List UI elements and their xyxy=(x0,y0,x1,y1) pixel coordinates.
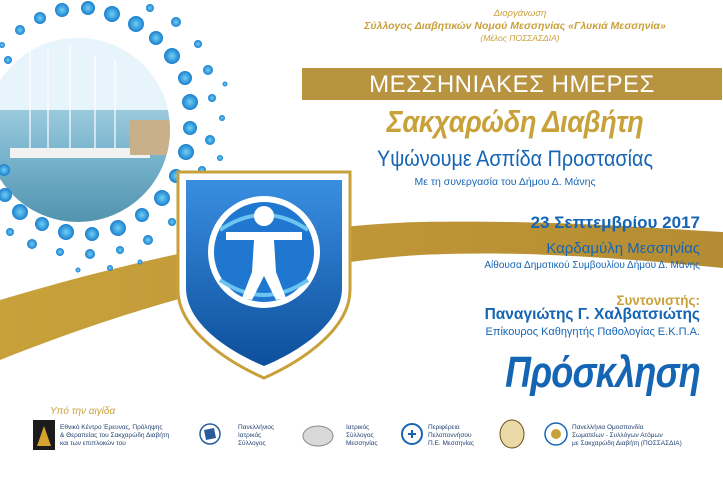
sponsor-line: Σωματείων - Συλλόγων Ατόμων xyxy=(572,432,663,439)
event-date: 23 Σεπτεμβρίου 2017 xyxy=(530,213,700,232)
sponsor-line: Ιατρικός xyxy=(238,432,262,439)
sponsor-line: Μεσσηνίας xyxy=(346,440,378,447)
sponsor-medical-association-messinia xyxy=(346,424,406,448)
sponsor-peloponnese-region xyxy=(428,424,498,448)
sponsor-ekepdiad xyxy=(60,424,200,448)
sponsor-line: Σύλλογος xyxy=(346,432,374,439)
harbor-photo xyxy=(0,30,180,230)
sponsor-line: με Σακχαρώδη Διαβήτη (ΠΟΣΣΑΣΔΙΑ) xyxy=(572,440,682,447)
sponsor-line: Πανελλήνιος xyxy=(238,424,275,431)
sponsor-line: Περιφέρεια xyxy=(428,424,460,431)
banner-text: ΜΕΣΣΗΝΙΑΚΕΣ ΗΜΕΡΕΣ xyxy=(369,71,655,98)
sponsor-possasdia xyxy=(572,424,712,448)
coordinator-title: Επίκουρος Καθηγητής Παθολογίας Ε.Κ.Π.Α. xyxy=(485,326,700,338)
auspices-label: Υπό την αιγίδα xyxy=(50,406,116,417)
event-location: Καρδαμύλη Μεσσηνίας xyxy=(546,240,700,257)
coordinator-label: Συντονιστής: xyxy=(616,293,700,308)
sponsor-line: Πελοποννήσου xyxy=(428,432,472,439)
sponsor-line: Σύλλογος xyxy=(238,440,266,447)
sponsor-line: Πανελλήνια Ομοσπονδία xyxy=(572,424,644,431)
event-venue: Αίθουσα Δημοτικού Συμβουλίου Δήμου Δ. Μάνης xyxy=(484,260,700,271)
sponsor-line: Ιατρικός xyxy=(346,424,370,431)
event-subtitle: Υψώνουμε Ασπίδα Προστασίας xyxy=(376,146,654,171)
sponsor-line: & Θεραπείας του Σακχαρώδη Διαβήτη xyxy=(60,432,170,439)
organizer-name: Σύλλογος Διαβητικών Νομού Μεσσηνίας «Γλυκιά Μεσσηνία» xyxy=(364,20,666,32)
event-title: Σακχαρώδη Διαβήτη xyxy=(386,104,644,139)
sponsor-line: και των επιπλοκών του xyxy=(60,440,126,447)
coordinator-name: Παναγιώτης Γ. Χαλβατσιώτης xyxy=(484,306,700,323)
sponsor-line: Π.Ε. Μεσσηνίας xyxy=(428,440,474,447)
shield-emblem xyxy=(178,172,350,378)
sponsor-pis xyxy=(238,424,308,448)
cooperation-note: Με τη συνεργασία του Δήμου Δ. Μάνης xyxy=(414,176,596,188)
organizer-membership: (Μέλος ΠΟΣΣΑΣΔΙΑ) xyxy=(480,33,560,43)
invitation-heading: Πρόσκληση xyxy=(505,348,700,397)
organizer-heading: Διοργάνωση xyxy=(493,8,547,19)
sponsor-line: Εθνικό Κέντρο Έρευνας, Πρόληψης xyxy=(60,424,163,431)
